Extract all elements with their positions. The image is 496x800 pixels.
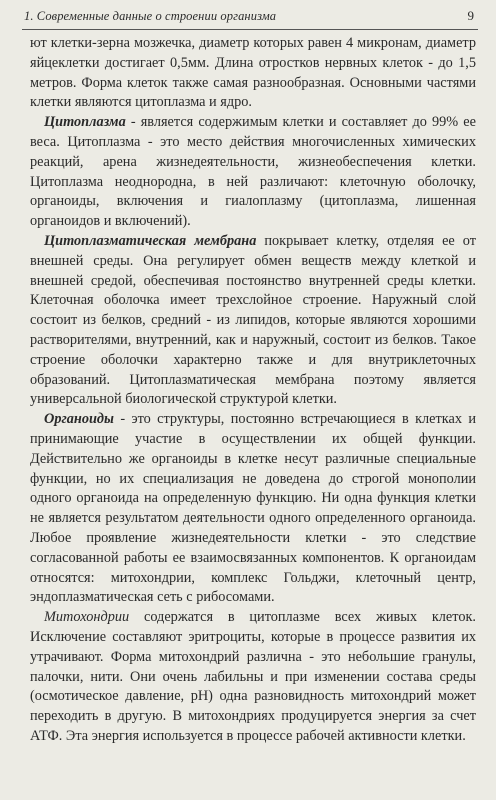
paragraph-cytoplasm [30, 113, 476, 232]
paragraph-text: - является содержимым клетки и составляет до 99% ее веса. Цитоплазма - это место действия многочисленных химических реакций, арена жизнедеятельности, жизнеобеспечения клетки. Цитоплазма неоднородна, в ней различают: клеточную оболочку, органоиды, включения и гиалоплазму (цитоплазма, лишенная органоидов и включений). [30, 114, 476, 230]
paragraph-organoids [30, 410, 476, 608]
term-organoids: Органоиды [44, 411, 114, 428]
term-mitochondria: Митохондрии [44, 609, 130, 626]
page-number: 9 [467, 8, 474, 23]
header-title: 1. Современные данные о строении организма [24, 9, 277, 23]
paragraph-text: покрывает клетку, отделяя ее от внешней среды. Она регулирует обмен веществ между клеткой и внешней средой, обеспечивая постоянство внутренней среды клетки. Клеточная оболочка имеет трехслойное строение. Наружный слой состоит из белков, средний - из липидов, которые являются хорошими растворителями, внутренний, как и наружный, состоит из белков. Такое строение оболочки характерно также и для внутриклеточных образований. Цитоплазматическая мембрана поэтому является универсальной биологической структурой клетки. [30, 232, 477, 408]
running-header [22, 9, 478, 30]
paragraph-mitochondria [30, 608, 476, 747]
term-cytoplasm: Цитоплазма [44, 114, 126, 131]
paragraph-text: содержатся в цитоплазме всех живых клеток. Исключение составляют эритроциты, которые в процессе развития их утрачивают. Форма митохондрий различна - это небольшие гранулы, палочки, нити. Они очень лабильны и при изменении состава среды (осмотическое давление, pH) одна разновидность митохондрий может переходить в другую. В митохондриях продуцируется энергия за счет АТФ. Эта энергия используется в процессе рабочей активности клетки. [30, 609, 476, 744]
paragraph-continuation [30, 34, 476, 113]
paragraph-membrane [30, 232, 476, 410]
paragraph-text: ют клетки-зерна мозжечка, диаметр которых равен 4 микронам, диаметр яйцеклетки достигает 0,5мм. Длина отростков нервных клеток - до 1,5 метров. Форма клеток также самая разнообразная. Основными частями клетки являются цитоплазма и ядро. [30, 35, 476, 111]
paragraph-text: - это структуры, постоянно встречающиеся в клетках и принимающие участие в осуществлении их общей функции. Действительно же органоиды в клетке несут различные специальные функции, но их специализация не доведена до строгой монополии одного органоида на определенную функцию. Ни одна функция клетки не является результатом деятельности одного определенного органоида. Любое проявление жизнедеятельности клетки - это следствие согласованной работы ее взаимосвязанных компонентов. К органоидам относятся: митохондрии, комплекс Гольджи, клеточный центр, эндоплазматическая сеть с рибосомами. [30, 411, 476, 606]
page-body [30, 34, 476, 747]
term-membrane: Цитоплазматическая мембрана [44, 232, 257, 249]
